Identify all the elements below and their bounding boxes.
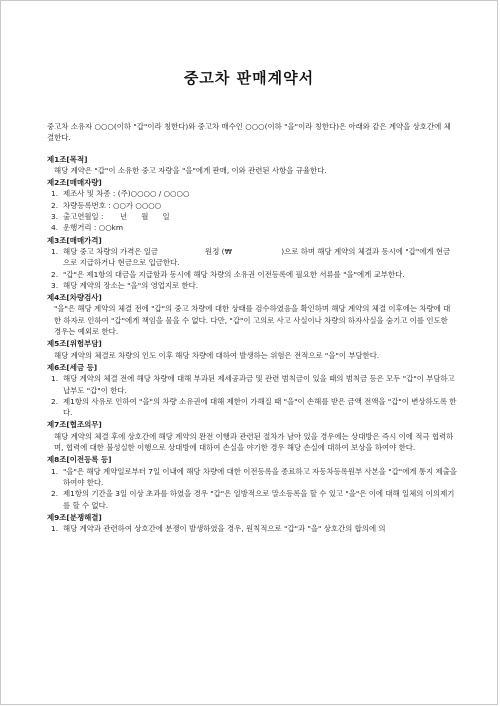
item-text: "갑"은 제1항의 대금을 지급함과 동시에 해당 차량의 소유권 이전등록에 필요한 서류를 "을"에게 교부한다. (63, 269, 405, 279)
item-text: 제1항의 사유로 인하여 "을"의 차량 소유권에 대해 제한이 가해질 때 "을"이 손해를 받은 금액 전액을 "갑"이 변상하도록 한다. (63, 396, 457, 418)
item-number: 1. (51, 374, 59, 384)
item-number: 2. (51, 396, 59, 406)
item-text: 차량등록번호 : ○○가 ○○○○ (63, 200, 162, 210)
article-heading: 제6조[세금 등] (47, 362, 98, 372)
article-4 (47, 291, 457, 337)
item-number: 3. (51, 212, 59, 222)
article-heading: 제1조[목적] (47, 154, 88, 164)
list-item (47, 396, 457, 419)
item-number: 1. (51, 524, 59, 534)
item-text: 운행거리 : ○○km (63, 223, 124, 233)
article-7 (47, 418, 457, 453)
article-heading: 제9조[분쟁해결] (47, 512, 102, 522)
article-8 (47, 453, 457, 510)
document-body (47, 121, 457, 534)
list-item (47, 373, 457, 396)
item-number: 2. (51, 200, 59, 210)
list-item (47, 523, 457, 534)
article-3 (47, 234, 457, 291)
item-number: 1. (51, 189, 59, 199)
list-item (47, 488, 457, 511)
article-paragraph: 해당 계약의 체결로 차량의 인도 이후 해당 차량에 대하여 발생하는 위험은 전적으로 "을"이 부담한다. (54, 350, 380, 360)
item-number: 3. (51, 280, 59, 290)
article-heading: 제5조[위험부담] (47, 339, 102, 349)
article-6 (47, 361, 457, 418)
item-text: 제조사 및 차종 : (주)○○○○ / ○○○○ (63, 189, 190, 199)
list-item (47, 280, 457, 291)
list-item (47, 200, 457, 211)
item-number: 1. (51, 246, 59, 256)
list-item (47, 466, 457, 489)
item-text: 해당 계약의 체결 전에 해당 차량에 대해 부과된 제세공과금 및 관련 범칙금이 있을 때의 범칙금 등은 모두 "갑"이 부담하고 납부도 "갑"이 한다. (63, 374, 455, 395)
article-heading: 제8조[이전등록 등] (47, 455, 112, 465)
item-number: 2. (51, 269, 59, 279)
article-heading: 제4조[차량검사] (47, 293, 102, 303)
item-number: 4. (51, 223, 59, 233)
article-2 (47, 176, 457, 233)
item-text: 출고연월일 : 년 월 일 (63, 212, 170, 222)
item-text: 해당 계약의 장소는 "을"의 영업지로 한다. (63, 280, 199, 290)
list-item (47, 222, 457, 233)
article-heading: 제3조[매매가격] (47, 235, 102, 245)
item-text: 제1항의 기간을 3일 이상 초과를 하였을 경우 "갑"은 일방적으로 말소등록을 할 수 있고 "을"은 이에 대해 일체의 이의제기를 할 수 없다. (63, 489, 455, 510)
list-item (47, 269, 457, 280)
article-heading: 제2조[매매자량] (47, 178, 102, 188)
list-item (47, 211, 457, 222)
article-5 (47, 337, 457, 361)
article-paragraph: 해당 계약의 체결 후에 상호간에 해당 계약의 완전 이행과 관련된 절차가 남아 있을 경우에는 상대방은 즉시 이에 적극 협력하며, 협력에 대한 불성실한 이행으로 상대방에 대하여 손실을 야기한 경우 해당 손실에 대하여 보상을 하여야 한다. (54, 431, 454, 453)
list-item (47, 188, 457, 199)
item-text: "을"은 해당 계약일로부터 7일 이내에 해당 차량에 대한 이전등록을 종료하고 자동차등록원부 사본을 "갑"에게 통지 제출을 하여야 한다. (63, 466, 457, 487)
item-number: 2. (51, 489, 59, 499)
item-text: 해당 계약과 관련하여 상호간에 분쟁이 발생하였을 경우, 원칙적으로 "갑"과 "을" 상호간의 합의에 의 (63, 524, 386, 534)
article-paragraph: "을"은 해당 계약의 체결 전에 "갑"의 중고 차량에 대한 상태를 검수하였음을 확인하며 해당 계약의 체결 이후에는 차량에 대한 하자로 인하여 "갑"에게 책임을 물을 수 없다. 다만, "갑"이 고의로 사고 사실이나 차량의 하자사실을 숨기고 이를 인도한 경우는 예외로 한다. (54, 304, 451, 337)
intro-paragraph: 중고차 소유자 ○○○(이하 "갑"이라 칭한다)와 중고차 매수인 ○○○(이하 "을"이라 칭한다)은 아래와 같은 계약을 상호간에 체결한다. (47, 122, 451, 143)
document-title: 중고차 판매계약서 (183, 69, 315, 87)
article-heading: 제7조[협조의무] (47, 420, 102, 430)
item-number: 1. (51, 466, 59, 476)
list-item (47, 246, 457, 269)
item-text: 해당 중고 차량의 가격은 일금 원정 (₩ )으로 하며 해당 계약의 체결과 동시에 "갑"에게 현금으로 지급하거나 현금으로 입금한다. (63, 246, 451, 268)
article-9 (47, 511, 457, 535)
article-paragraph: 해당 계약은 "갑"이 소유한 중고 자량을 "을"에게 판매, 이와 관련된 사항을 규율한다. (54, 165, 327, 175)
article-1 (47, 153, 457, 177)
